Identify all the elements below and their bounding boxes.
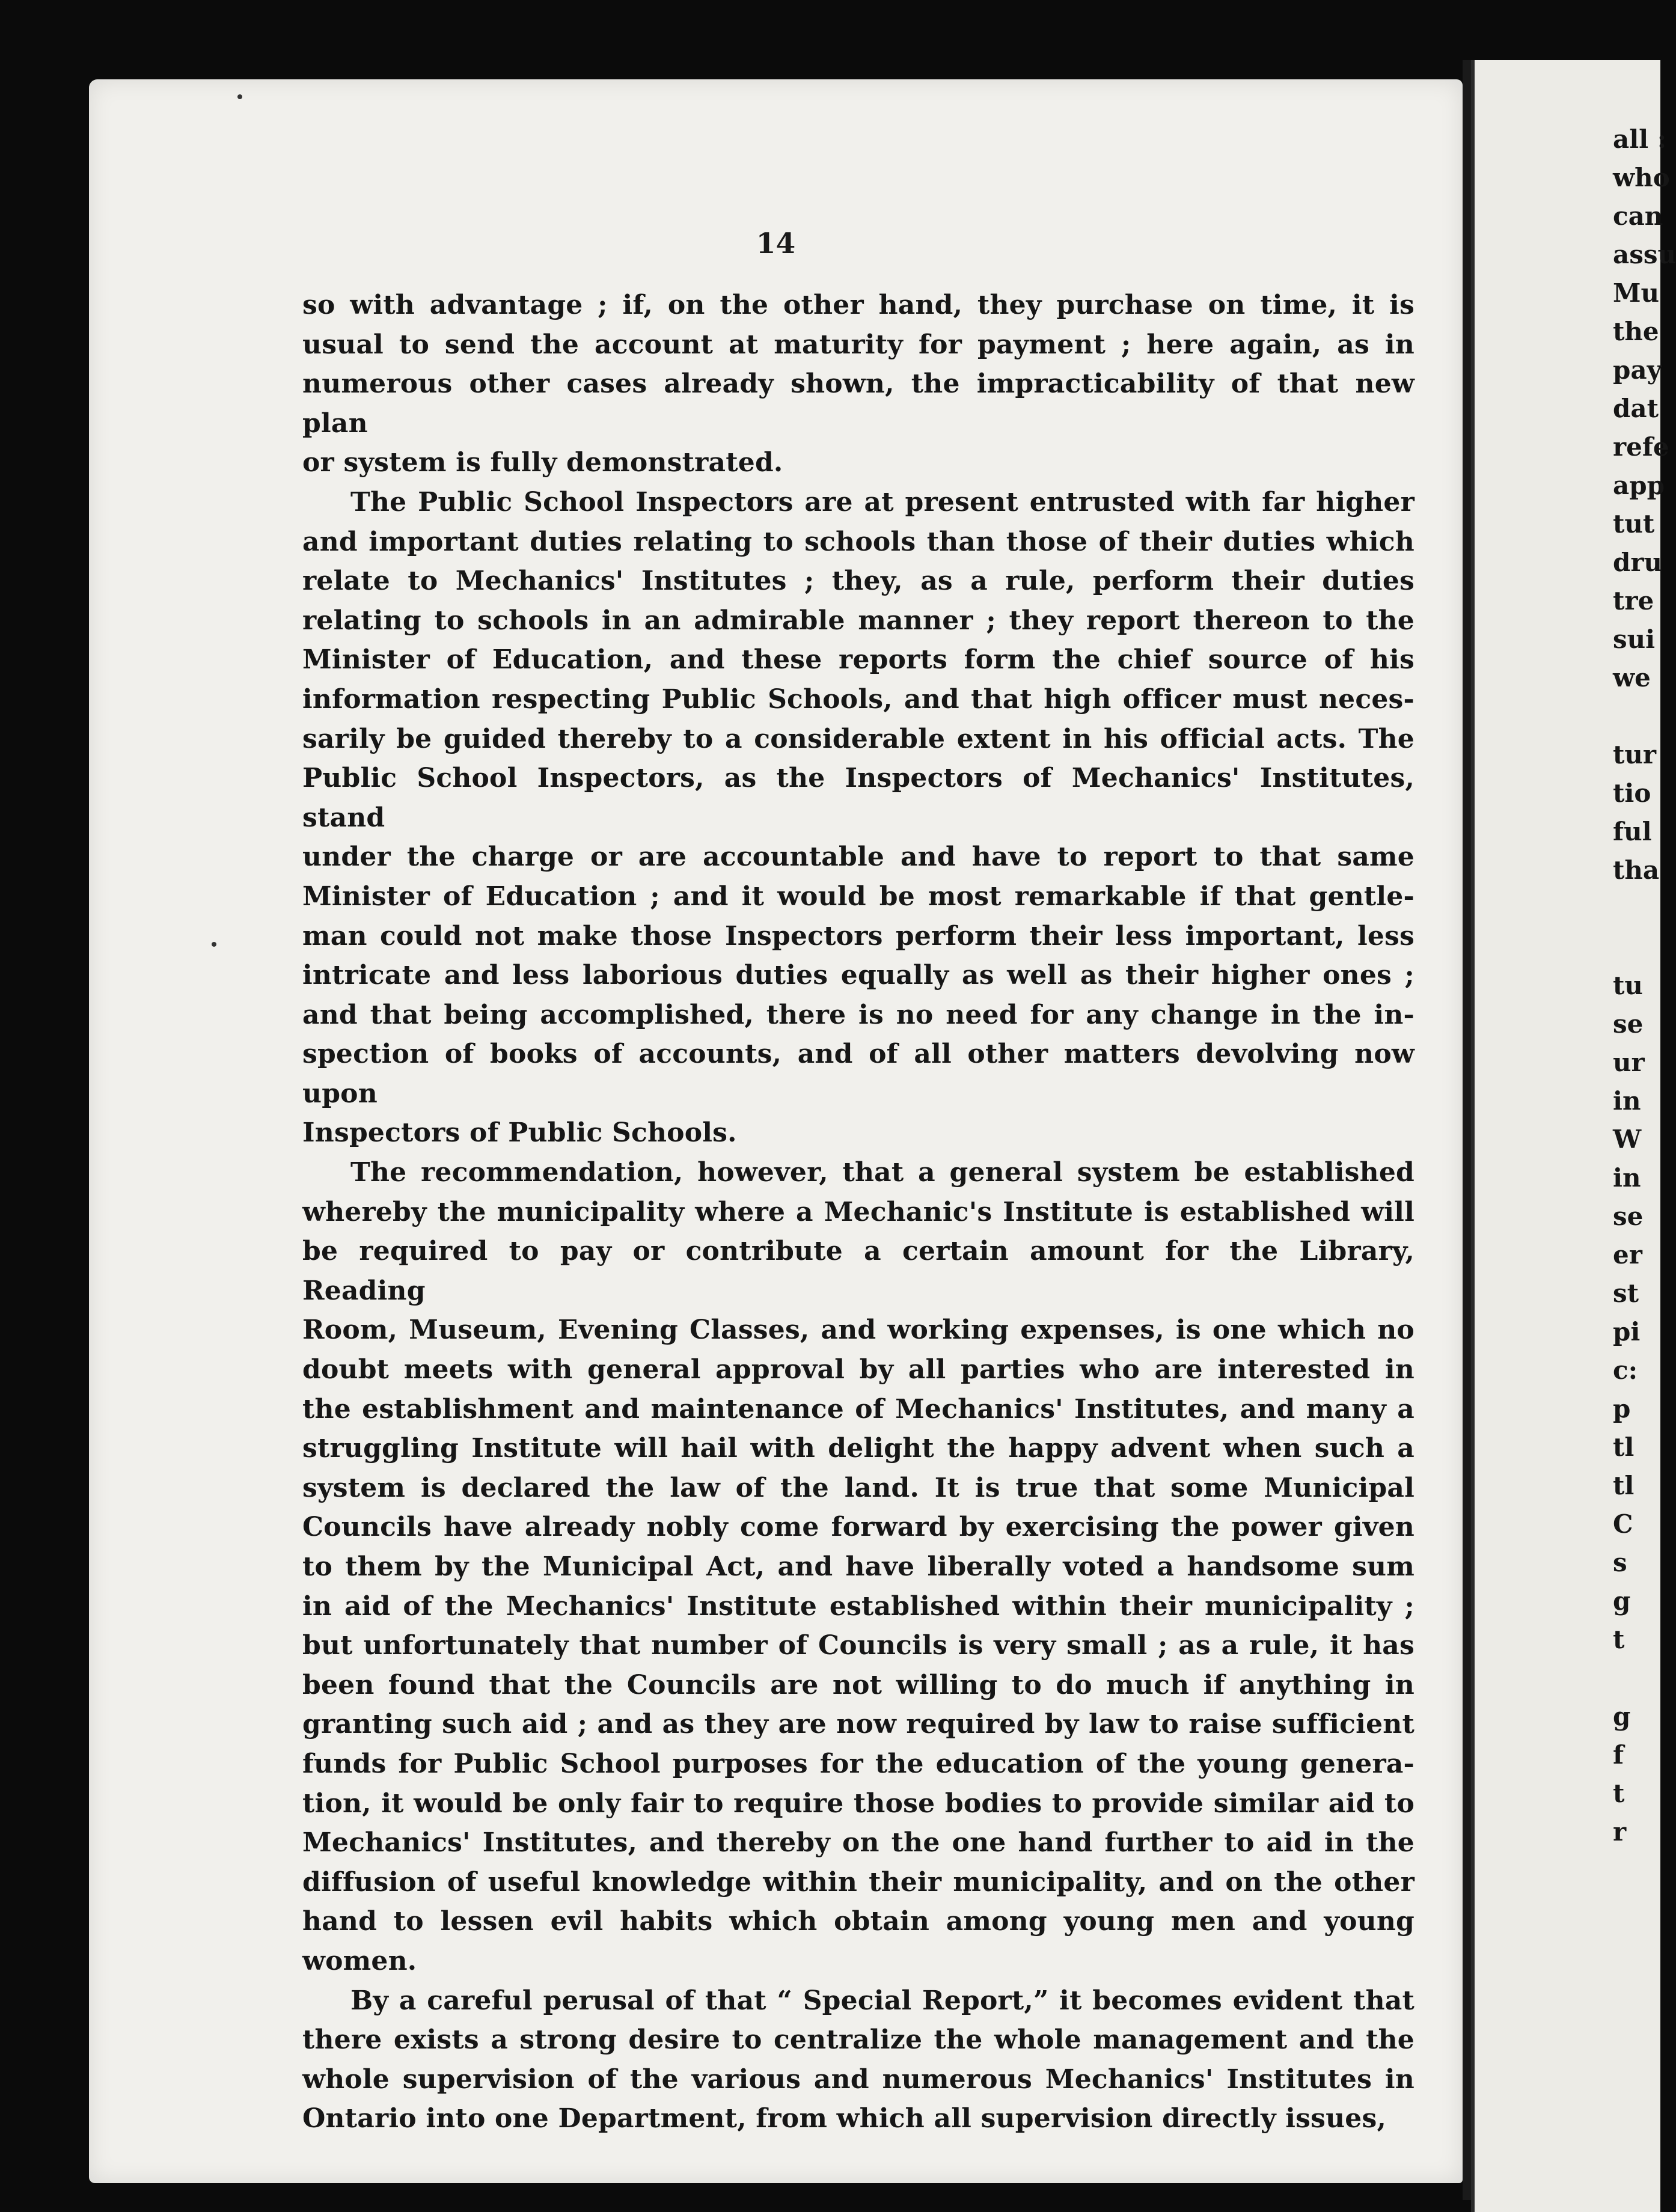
facing-page-line: t (1613, 1779, 1625, 1808)
text-line: Councils have already nobly come forward by exercising the power given (302, 1512, 1415, 1543)
text-line: whole supervision of the various and numerous Mechanics' Institutes in (302, 2064, 1415, 2095)
facing-page-line: s (1613, 1548, 1627, 1577)
text-line: relating to schools in an admirable manner ; they report thereon to the (302, 605, 1415, 636)
facing-page-line: we (1613, 663, 1651, 692)
facing-page-line: pay (1613, 355, 1662, 385)
facing-page-line: f (1613, 1740, 1624, 1770)
text-line: spection of books of accounts, and of all other matters devolving now upon (302, 1039, 1415, 1109)
facing-page-line: in (1613, 1163, 1641, 1193)
text-line: Room, Museum, Evening Classes, and working expenses, is one which no (302, 1315, 1415, 1346)
text-line: or system is fully demonstrated. (302, 447, 783, 478)
text-line: Minister of Education, and these reports form the chief source of his (302, 644, 1415, 676)
text-line: Inspectors of Public Schools. (302, 1117, 737, 1149)
facing-page-line: in (1613, 1086, 1641, 1116)
facing-page-line: tu (1613, 971, 1643, 1000)
text-line: Minister of Education ; and it would be most remarkable if that gentle- (302, 881, 1415, 912)
facing-page-line: sui (1613, 625, 1656, 654)
facing-page-line: g (1613, 1702, 1631, 1731)
facing-page-line: C (1613, 1509, 1633, 1539)
facing-page-line: tut (1613, 509, 1655, 539)
text-line: tion, it would be only fair to require those bodies to provide similar aid to (302, 1788, 1415, 1819)
text-line: to them by the Municipal Act, and have liberally voted a handsome sum (302, 1551, 1415, 1582)
facing-page-line: ful (1613, 817, 1652, 846)
facing-page (1471, 60, 1676, 2212)
text-line: be required to pay or contribute a certain amount for the Library, Reading (302, 1236, 1415, 1306)
facing-page-line: c: (1613, 1355, 1638, 1385)
facing-page-line: er (1613, 1240, 1642, 1269)
facing-page-line: st (1613, 1279, 1639, 1308)
text-line: but unfortunately that number of Councils is very small ; as a rule, it has (302, 1630, 1415, 1661)
text-line: usual to send the account at maturity for payment ; here again, as in (302, 329, 1415, 360)
facing-page-line: p (1613, 1394, 1631, 1423)
text-line: sarily be guided thereby to a considerable extent in his official acts. The (302, 723, 1415, 754)
text-line: By a careful perusal of that “ Special Report,” it becomes evident that (350, 1985, 1415, 2016)
text-line: so with advantage ; if, on the other hand, they purchase on time, it is (302, 290, 1415, 320)
text-line: relate to Mechanics' Institutes ; they, as a rule, perform their duties (302, 566, 1415, 597)
text-line: diffusion of useful knowledge within their municipality, and on the other (302, 1866, 1415, 1898)
facing-page-line: r (1613, 1817, 1627, 1847)
document-page (89, 79, 1463, 2183)
body-text (302, 286, 1415, 2139)
scan-speck (212, 942, 216, 947)
facing-page-line: g (1613, 1586, 1631, 1616)
facing-page-line (1613, 697, 1676, 736)
facing-page-line: dru (1613, 548, 1663, 577)
facing-page-line: can (1613, 201, 1663, 231)
text-line: been found that the Councils are not willing to do much if anything in (302, 1669, 1415, 1700)
facing-page-line: ur (1613, 1048, 1645, 1077)
text-line: in aid of the Mechanics' Institute established within their municipality ; (302, 1590, 1415, 1622)
facing-page-line: se (1613, 1009, 1644, 1039)
page-number: 14 (756, 227, 796, 260)
text-line: there exists a strong desire to centralize the whole management and the (302, 2024, 1415, 2056)
facing-page-line: t (1613, 1625, 1625, 1654)
facing-page-line: tre (1613, 586, 1654, 616)
text-line: numerous other cases already shown, the impracticability of that new plan (302, 368, 1415, 439)
text-line: whereby the municipality where a Mechanic's Institute is established will (302, 1196, 1415, 1227)
facing-page-line: tl (1613, 1471, 1635, 1500)
text-line: under the charge or are accountable and have to report to that same (302, 842, 1415, 873)
facing-page-line (1613, 1659, 1676, 1697)
facing-page-line: the (1613, 317, 1659, 346)
facing-page-line (1613, 928, 1676, 967)
text-line: women. (302, 1945, 417, 1976)
text-line: Ontario into one Department, from which all supervision directly issues, (302, 2103, 1386, 2134)
facing-page-line: tur (1613, 740, 1657, 769)
facing-page-line: app (1613, 471, 1665, 500)
text-line: the establishment and maintenance of Mechanics' Institutes, and many a (302, 1393, 1415, 1425)
facing-page-line: tl (1613, 1432, 1635, 1462)
scan-speck (237, 94, 242, 99)
text-line: struggling Institute will hail with delight the happy advent when such a (302, 1433, 1415, 1464)
text-line: intricate and less laborious duties equally as well as their higher ones ; (302, 960, 1415, 991)
facing-page-line (1613, 890, 1676, 928)
text-line: and that being accomplished, there is no need for any change in the in- (302, 999, 1415, 1030)
facing-page-line: W (1613, 1125, 1642, 1154)
facing-page-line: assu (1613, 240, 1676, 269)
facing-page-line: tha (1613, 855, 1660, 885)
text-line: granting such aid ; and as they are now required by law to raise sufficient (302, 1709, 1415, 1740)
text-line: doubt meets with general approval by all parties who are interested in (302, 1354, 1415, 1386)
text-line: Mechanics' Institutes, and thereby on the one hand further to aid in the (302, 1827, 1415, 1859)
facing-page-line: refe (1613, 432, 1669, 462)
text-line: funds for Public School purposes for the education of the young genera- (302, 1748, 1415, 1779)
facing-page-line: all : (1613, 124, 1667, 154)
facing-page-line: Mu (1613, 278, 1660, 308)
book-gutter (1463, 60, 1471, 2200)
text-line: The Public School Inspectors are at present entrusted with far higher (350, 486, 1415, 518)
text-line: hand to lessen evil habits which obtain among young men and young (302, 1906, 1415, 1937)
text-line: The recommendation, however, that a general system be established (350, 1157, 1415, 1188)
facing-page-line: pi (1613, 1317, 1641, 1346)
text-line: man could not make those Inspectors perform their less important, less (302, 920, 1415, 952)
facing-page-fragments (1613, 120, 1676, 1851)
text-line: system is declared the law of the land. It is true that some Municipal (302, 1472, 1415, 1503)
text-line: Public School Inspectors, as the Inspectors of Mechanics' Institutes, stand (302, 763, 1415, 833)
facing-page-line: tio (1613, 778, 1651, 808)
facing-page-line: dat (1613, 394, 1659, 423)
facing-page-line: who (1613, 163, 1670, 192)
facing-page-line: se (1613, 1202, 1644, 1231)
text-line: information respecting Public Schools, and that high officer must neces- (302, 683, 1415, 715)
text-line: and important duties relating to schools than those of their duties which (302, 526, 1415, 557)
